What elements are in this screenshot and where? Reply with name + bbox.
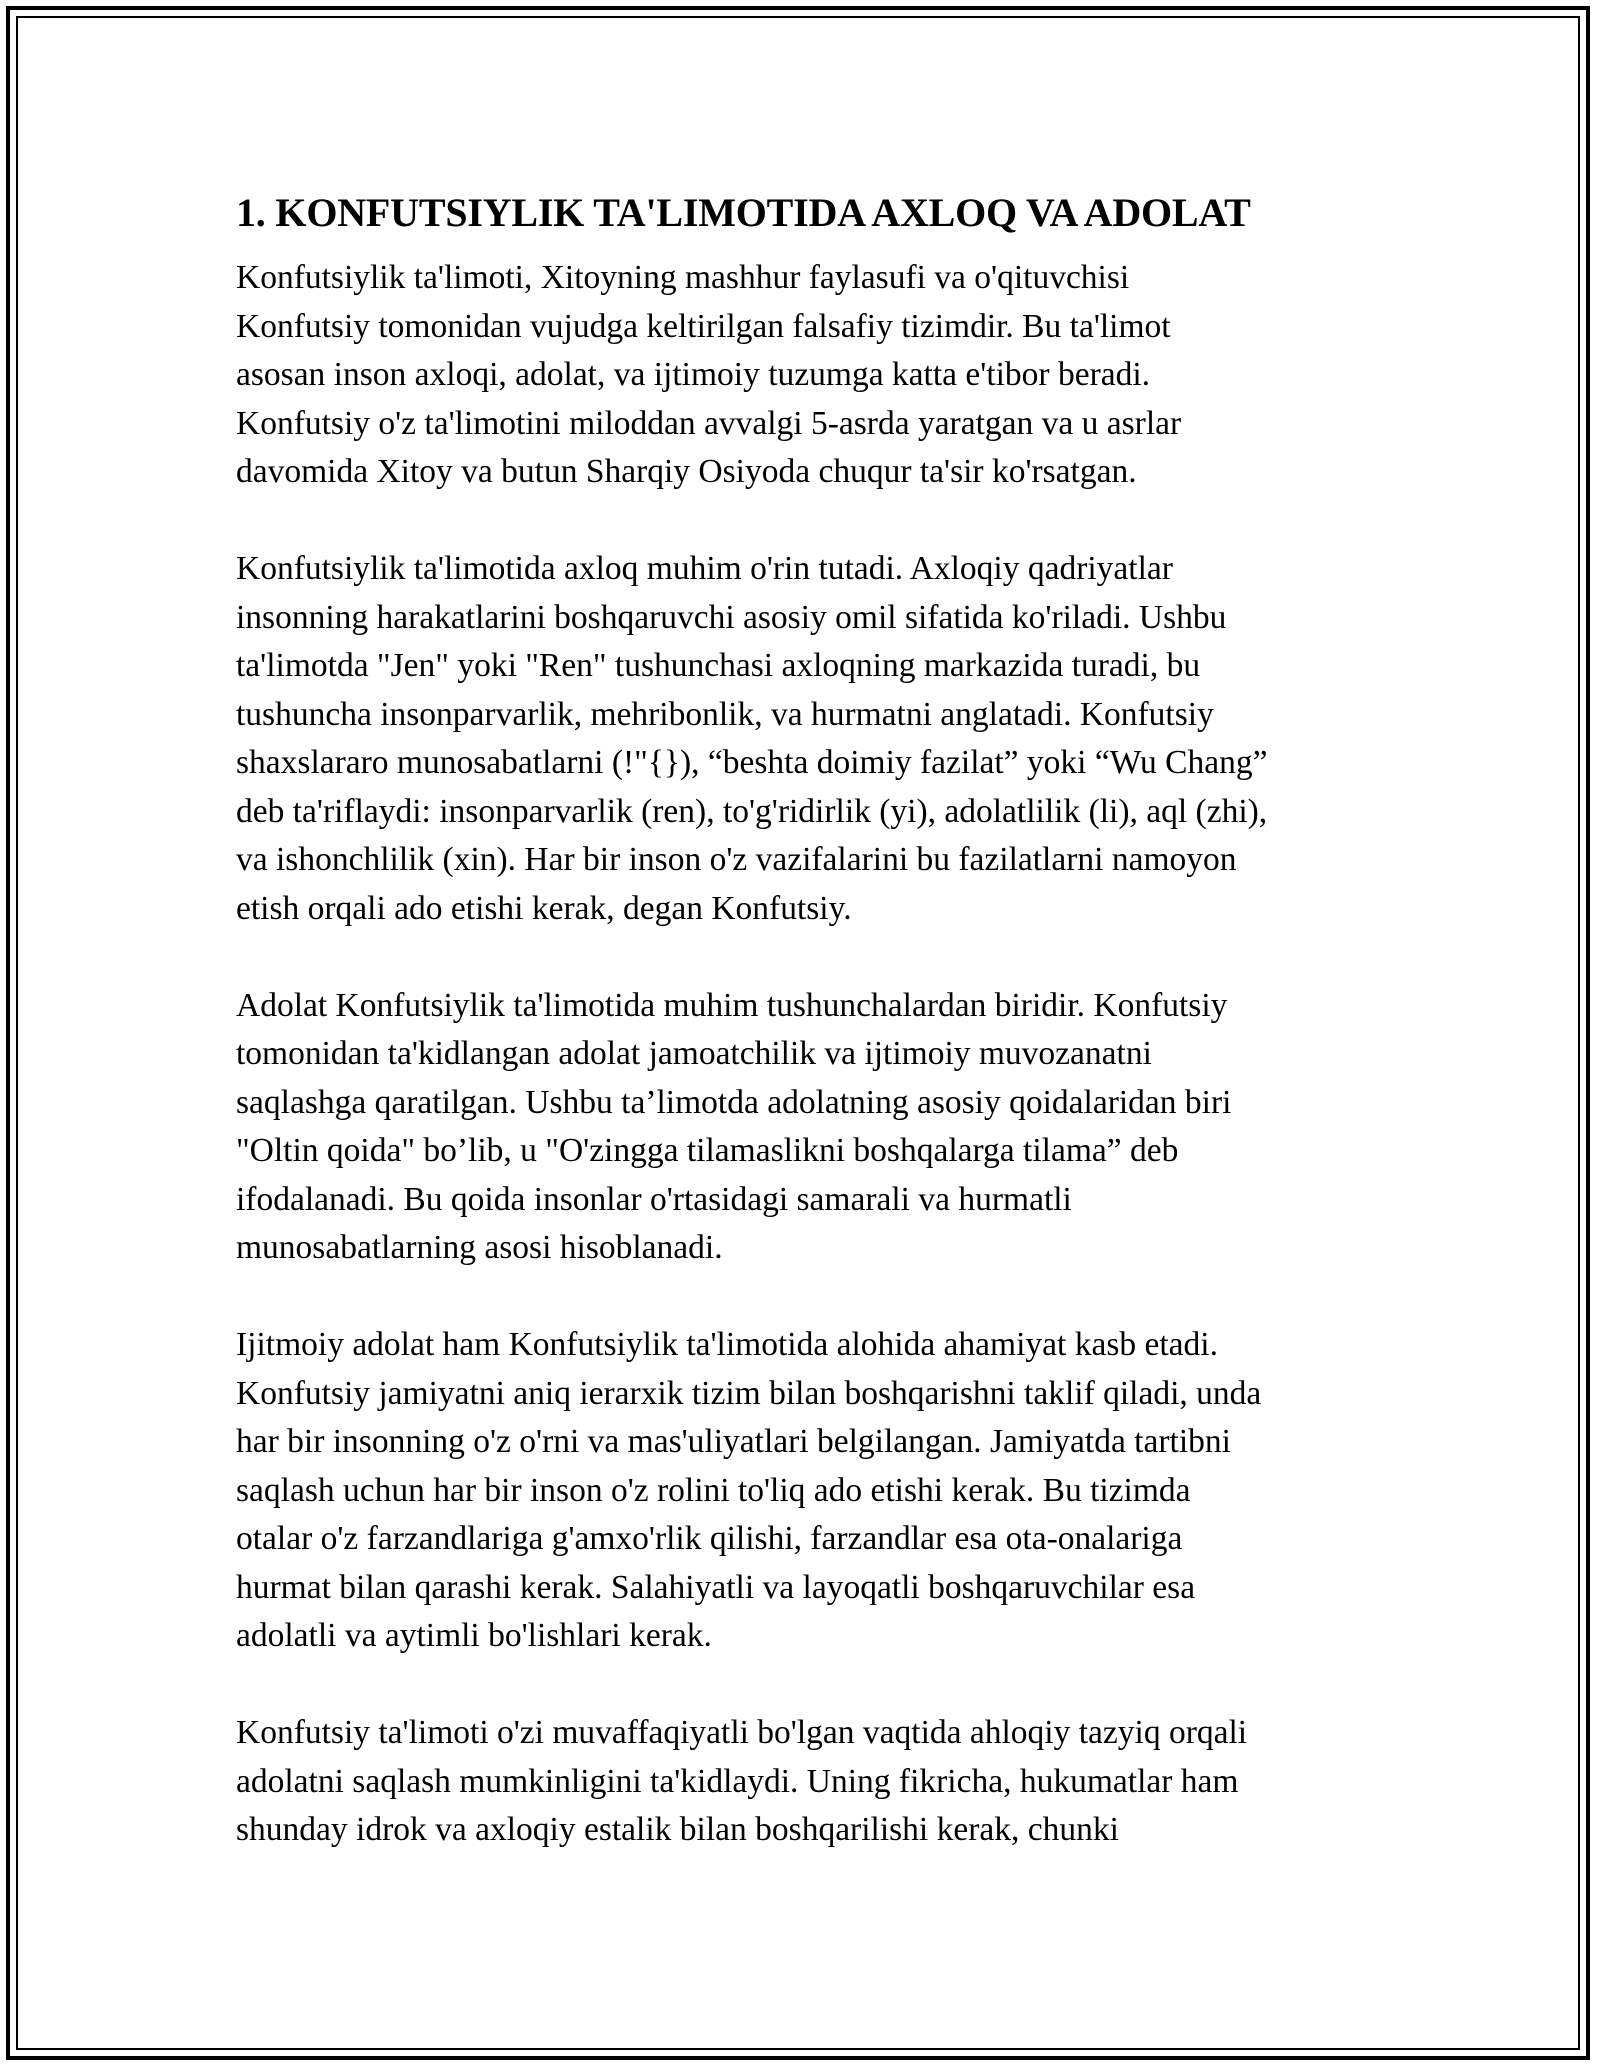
paragraph-ethics: Konfutsiylik ta'limotida axloq muhim o'rin tutadi. Axloqiy qadriyatlar insonning harakatlarini boshqaruvchi asosiy omil sifatida ko'riladi. Ushbu ta'limotda "Jen" yoki "Ren" tushunchasi axloqning markazida turadi, bu tushuncha insonparvarlik, mehribonlik, va hurmatni anglatadi. Konfutsiy shaxslararo munosabatlarni (!"{}), “beshta doimiy fazilat” yoki “Wu Chang” deb ta'riflaydi: insonparvarlik (ren), to'g'ridirlik (yi), adolatlilik (li), aql (zhi), va ishonchlilik (xin). Har bir inson o'z vazifalarini bu fazilatlarni namoyon etish orqali ado etishi kerak, degan Konfutsiy. — [236, 550, 1268, 927]
paragraph-social-justice: Ijitmoiy adolat ham Konfutsiylik ta'limotida alohida ahamiyat kasb etadi. Konfutsiy jamiyatni aniq ierarxik tizim bilan boshqarishni taklif qiladi, unda har bir insonning o'z o'rni va mas'uliyatlari belgilangan. Jamiyatda tartibni saqlash uchun har bir inson o'z rolini to'liq ado etishi kerak. Bu tizimda otalar o'z farzandlariga g'amxo'rlik qilishi, farzandlar esa ota-onalariga hurmat bilan qarashi kerak. Salahiyatli va layoqatli boshqaruvchilar esa adolatli va aytimli bo'lishlari kerak. — [236, 1326, 1262, 1654]
paragraph-introduction: Konfutsiylik ta'limoti, Xitoyning mashhur faylasufi va o'qituvchisi Konfutsiy tomonidan vujudga keltirilgan falsafiy tizimdir. Bu ta'limot asosan inson axloqi, adolat, va ijtimoiy tuzumga katta e'tibor beradi. Konfutsiy o'z ta'limotini miloddan avvalgi 5-asrda yaratgan va u asrlar davomida Xitoy va butun Sharqiy Osiyoda chuqur ta'sir ko'rsatgan. — [236, 259, 1182, 490]
section-heading: 1. KONFUTSIYLIK TA'LIMOTIDA AXLOQ VA ADOLAT — [236, 190, 1251, 235]
paragraph-justice: Adolat Konfutsiylik ta'limotida muhim tushunchalardan biridir. Konfutsiy tomonidan ta'kidlangan adolat jamoatchilik va ijtimoiy muvozanatni saqlashga qaratilgan. Ushbu ta’limotda adolatning asosiy qoidalaridan biri "Oltin qoida" bo’lib, u "O'zingga tilamaslikni boshqalarga tilama” deb ifodalanadi. Bu qoida insonlar o'rtasidagi samarali va hurmatli munosabatlarning asosi hisoblanadi. — [236, 986, 1232, 1266]
paragraph-governance: Konfutsiy ta'limoti o'zi muvaffaqiyatli bo'lgan vaqtida ahloqiy tazyiq orqali adolatni saqlash mumkinligini ta'kidlaydi. Uning fikricha, hukumatlar ham shunday idrok va axloqiy estalik bilan boshqarilishi kerak, chunki — [236, 1714, 1248, 1848]
document-body — [236, 188, 1406, 1855]
